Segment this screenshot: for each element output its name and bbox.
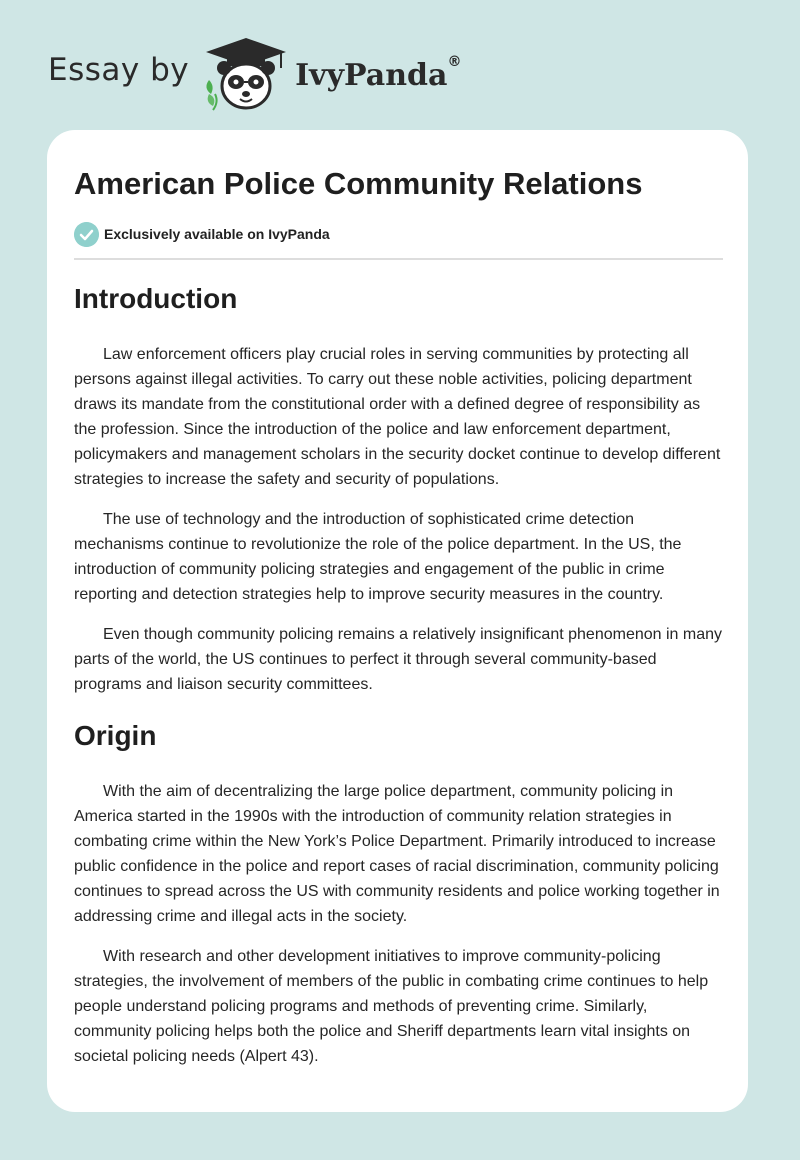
page-title: American Police Community Relations xyxy=(74,166,643,201)
paragraph: With research and other development initiatives to improve community-policing strategies, the involvement of members of the public in combating crime continues to help people understand policing programs and methods of preventing crime. Similarly, community policing helps both the police and Sheriff departments learn vital insights on societal policing needs (Alpert 43). xyxy=(74,948,709,1065)
essay-card xyxy=(47,130,748,1112)
paragraph: The use of technology and the introduction of sophisticated crime detection mechanisms continue to revolutionize the role of the police department. In the US, the introduction of community policing strategies and engagement of the public in crime reporting and detection strategies help to improve security measures in the country. xyxy=(74,511,682,603)
brand-header xyxy=(48,34,461,114)
registered-mark: ® xyxy=(447,53,462,70)
paragraph: Law enforcement officers play crucial roles in serving communities by protecting all persons against illegal activities. To carry out these noble activities, policing department draws its mandate from the constitutional order with a defined degree of responsibility as the profession. Since the introduction of the police and law enforcement department, policymakers and management scholars in the security docket continue to develop different strategies to increase the safety and security of populations. xyxy=(74,346,721,488)
section-heading-introduction: Introduction xyxy=(74,283,238,314)
exclusive-badge-text: Exclusively available on IvyPanda xyxy=(104,226,330,242)
check-circle-icon xyxy=(74,222,99,247)
brand-prefix: Essay by xyxy=(48,52,190,88)
paragraph: With the aim of decentralizing the large police department, community policing in America started in the 1990s with the introduction of community relation strategies in combating crime within the New York’s Police Department. Primarily introduced to increase public confidence in the police and report cases of racial discrimination, community policing continues to spread across the US with community residents and police working together in addressing crime and illegal acts in the society. xyxy=(74,783,720,925)
exclusive-badge xyxy=(74,221,723,247)
essay-content xyxy=(74,164,723,1069)
title-divider xyxy=(74,258,723,260)
brand-name: IvyPanda® xyxy=(295,53,462,93)
section-heading-origin: Origin xyxy=(74,720,157,751)
paragraph: Even though community policing remains a relatively insignificant phenomenon in many parts of the world, the US continues to perfect it through several community-based programs and liaison security committees. xyxy=(74,626,722,693)
panda-graduate-icon[interactable] xyxy=(201,34,291,114)
